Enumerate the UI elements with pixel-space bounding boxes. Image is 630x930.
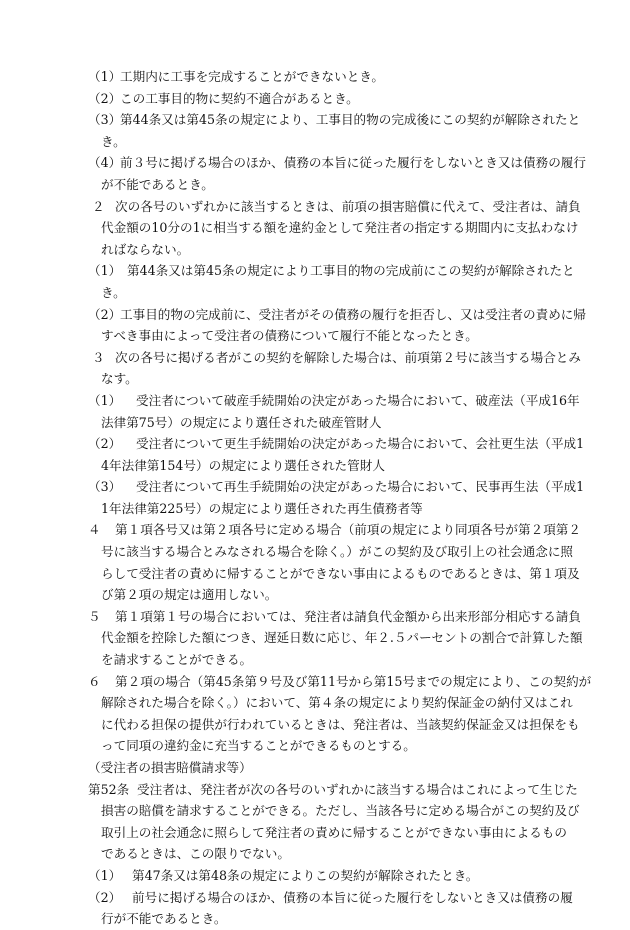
line-text: 行が不能であるとき。 [101,911,227,927]
item-number: （2） [88,889,122,905]
text-line [0,498,630,520]
text-line [0,174,630,196]
item-number: （3） [88,112,122,128]
text-line [0,88,630,110]
text-line [0,908,630,930]
line-text: 解除された場合を除く。）において、第４条の規定により契約保証金の納付又はこれ [101,695,573,711]
line-text: 第２項の場合（第45条第９号及び第11号から第15号までの規定により、この契約が [115,673,592,689]
line-text: 前号に掲げる場合のほか、債務の本旨に従った履行をしないとき又は債務の履 [132,889,573,905]
document-page [0,66,630,930]
text-line [0,671,630,693]
text-line [0,109,630,131]
line-text: 工期内に工事を完成することができないとき。 [120,69,384,84]
text-line [0,347,630,369]
line-text: 受注者は、発注者が次の各号のいずれかに該当する場合はこれによって生じた [137,781,578,797]
line-text: ればならない。 [101,241,190,257]
line-text: 第47条又は第48条の規定によりこの契約が解除されたとき。 [132,867,479,883]
line-text: 次の各号のいずれかに該当するときは、前項の損害賠償に代えて、受注者は、請負 [115,198,581,214]
line-text: 受注者について再生手続開始の決定があった場合において、民事再生法（平成1 [136,479,585,495]
line-text: 損害の賠償を請求することができる。ただし、当該各号に定める場合がこの契約及び [101,803,580,819]
text-line [0,476,630,498]
line-text: 1年法律第225号）の規定により選任された再生債務者等 [101,500,423,516]
item-number: （1） [88,392,122,408]
line-text: き。 [101,133,126,149]
line-text: 受注者について破産手続開始の決定があった場合において、破産法（平成16年 [136,392,580,408]
text-line [0,735,630,757]
line-text: 代金額の10分の1に相当する額を違約金として発注者の指定する期間内に支払わなけ [101,220,579,236]
text-line [0,887,630,909]
text-line [0,304,630,326]
text-line [0,66,630,88]
text-line [0,412,630,434]
line-text: に代わる担保の提供が行われているときは、発注者は、当該契約保証金又は担保をも [101,716,580,732]
item-number: （2） [88,90,122,106]
line-text: らして受注者の責めに帰することができない事由によるものであるときは、第１項及 [101,565,580,581]
text-line [0,541,630,563]
text-line [0,152,630,174]
text-line [0,519,630,541]
paragraph-number: ４ [88,522,101,538]
item-number: （3） [88,479,122,495]
paragraph-number: ２ [92,198,105,214]
line-text: すべき事由によって受注者の債務について履行不能となったとき。 [101,328,478,344]
text-line [0,865,630,887]
item-number: （1） [88,263,122,279]
line-text: 号に該当する場合とみなされる場合を除く。）がこの契約及び取引上の社会通念に照 [101,544,574,560]
text-line [0,584,630,606]
text-line [0,692,630,714]
section-heading: （受注者の損害賠償請求等） [88,760,252,775]
text-line [0,433,630,455]
line-text: 第44条又は第45条の規定により工事目的物の完成前にこの契約が解除されたと [127,263,575,279]
line-text: 前３号に掲げる場合のほか、債務の本旨に従った履行をしないとき又は債務の履行 [120,155,586,171]
line-text: 工事目的物の完成前に、受注者がその債務の履行を拒否し、又は受注者の責めに帰 [120,306,586,322]
paragraph-number: ６ [88,673,101,689]
text-line [0,606,630,628]
text-line [0,563,630,585]
line-text: び第２項の規定は適用しない。 [101,587,278,603]
text-line [0,196,630,218]
line-text: 法律第75号）の規定により選任された破産管財人 [101,414,382,430]
text-line [0,217,630,239]
text-line [0,800,630,822]
text-line [0,714,630,736]
line-text: この工事目的物に契約不適合があるとき。 [120,90,359,106]
text-line [0,455,630,477]
item-number: （1） [88,867,122,883]
line-text: を請求することができる。 [101,652,253,668]
paragraph-number: ３ [92,349,105,365]
text-line [0,757,630,779]
text-line [0,282,630,304]
line-text: き。 [101,284,126,300]
text-line [0,131,630,153]
text-line [0,368,630,390]
text-line [0,390,630,412]
line-text: 取引上の社会通念に照らして発注者の責めに帰することができない事由によるもの [101,824,567,840]
text-line [0,325,630,347]
line-text: 受注者について更生手続開始の決定があった場合において、会社更生法（平成1 [136,436,585,452]
line-text: であるときは、この限りでない。 [101,846,290,862]
item-number: （4） [88,155,122,171]
text-line [0,649,630,671]
text-line [0,843,630,865]
text-line [0,627,630,649]
line-text: 代金額を控除した額につき、遅延日数に応じ、年２.５パーセントの割合で計算した額 [101,630,583,646]
line-text: 第44条又は第45条の規定により、工事目的物の完成後にこの契約が解除されたと [120,112,581,128]
line-text: なす。 [101,371,138,387]
line-text: って同項の違約金に充当することができるものとする。 [101,738,416,754]
text-line [0,822,630,844]
article-number: 第52条 [88,781,130,797]
text-line [0,779,630,801]
line-text: 第１項第１号の場合においては、発注者は請負代金額から出来形部分相応する請負 [115,608,581,624]
text-line [0,239,630,261]
line-text: 第１項各号又は第２項各号に定める場合（前項の規定により同項各号が第２項第２ [115,522,581,538]
line-text: が不能であるとき。 [101,176,214,192]
text-line [0,260,630,282]
item-number: （1） [88,69,122,84]
line-text: 4年法律第154号）の規定により選任された管財人 [101,457,385,473]
item-number: （2） [88,436,122,452]
line-text: 次の各号に掲げる者がこの契約を解除した場合は、前項第２号に該当する場合とみ [115,349,581,365]
paragraph-number: ５ [88,608,101,624]
item-number: （2） [88,306,122,322]
